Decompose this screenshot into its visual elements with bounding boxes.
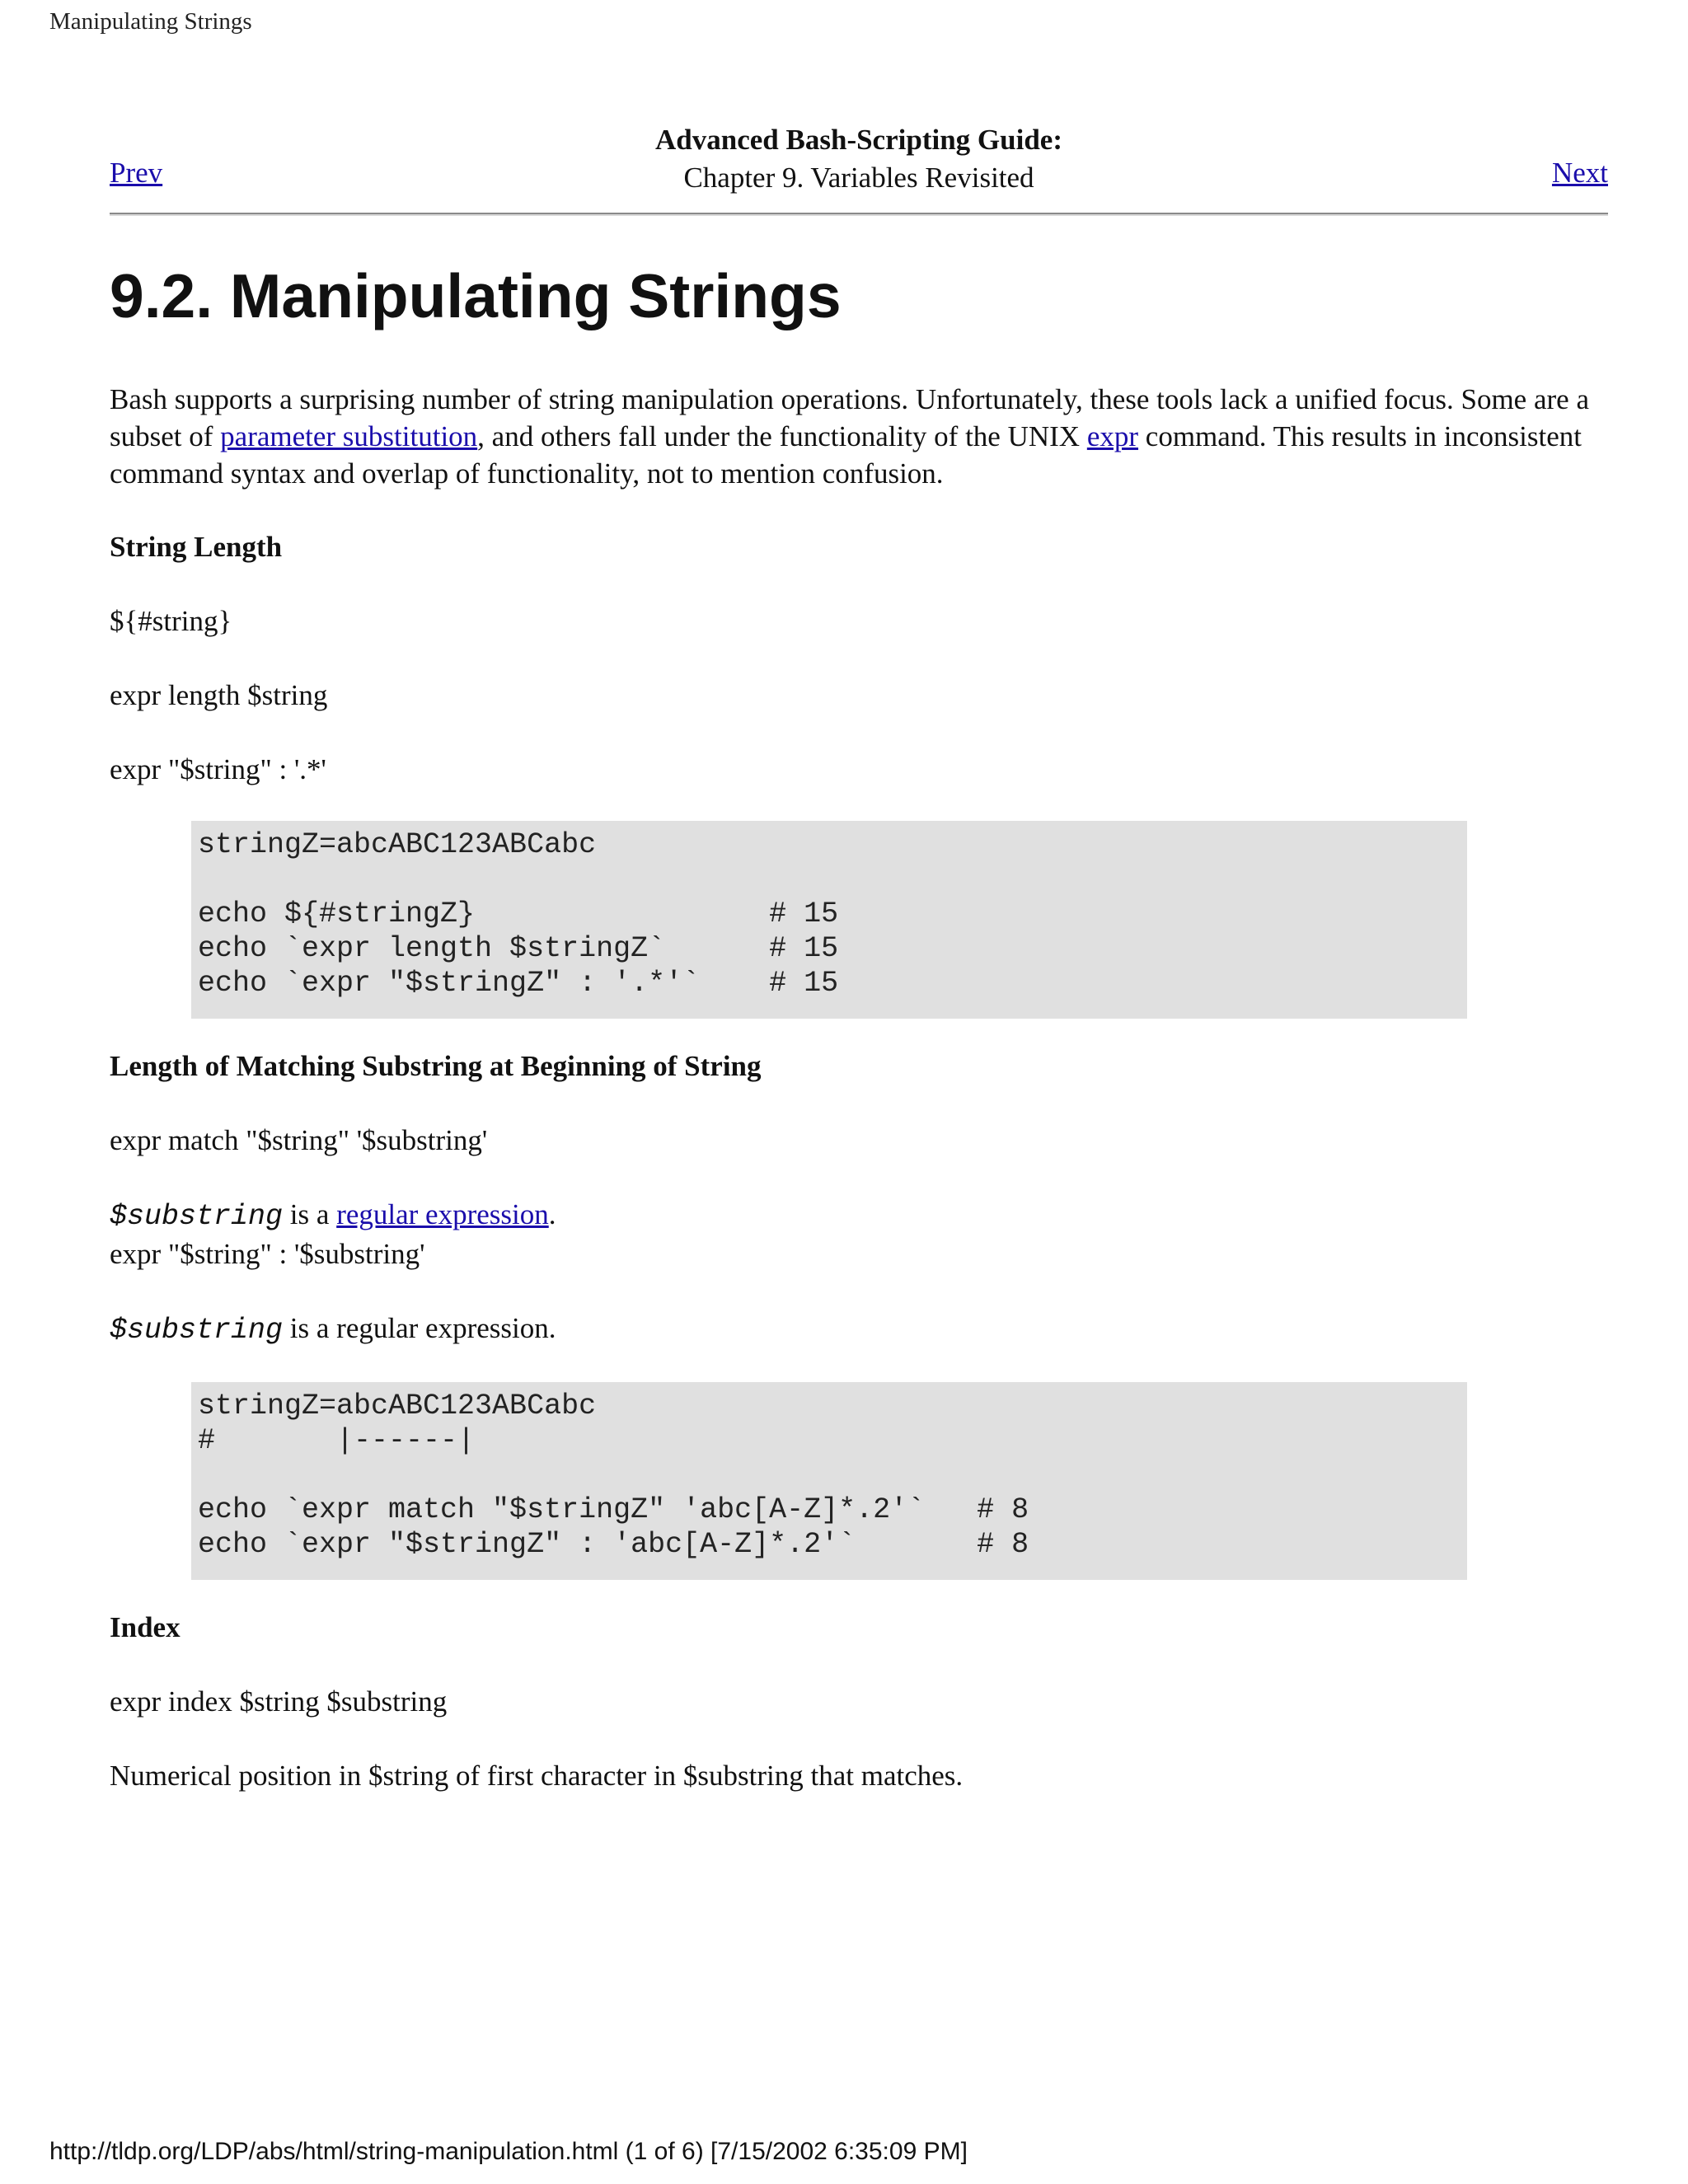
guide-title: Advanced Bash-Scripting Guide: <box>655 124 1062 156</box>
string-length-form-2: expr length $string <box>110 679 328 711</box>
note-1-end: . <box>548 1198 556 1230</box>
prev-link[interactable]: Prev <box>110 157 163 189</box>
footer-url: http://tldp.org/LDP/abs/html/string-manipulation.html (1 of 6) [7/15/2002 6:35:09 PM] <box>49 2138 968 2165</box>
parameter-substitution-link[interactable]: parameter substitution <box>220 420 478 452</box>
expr-link[interactable]: expr <box>1086 420 1139 452</box>
intro-text-1: Bash supports a surprising number of string manipulation operations. Unfortunately, these tools lack a unified focus. Some are a subset of <box>110 383 1589 452</box>
matching-substring-note-2 <box>110 1310 1608 1349</box>
note-2-text: is a regular expression. <box>283 1312 556 1344</box>
string-length-heading: String Length <box>110 531 283 563</box>
section-title: 9.2. Manipulating Strings <box>110 261 842 330</box>
header-divider <box>110 213 1608 216</box>
string-length-form-3: expr "$string" : '.*' <box>110 753 326 785</box>
matching-substring-heading: Length of Matching Substring at Beginning of String <box>110 1050 762 1082</box>
note-1-text: is a <box>283 1198 337 1230</box>
substring-variable: $substring <box>110 1200 284 1233</box>
matching-substring-code-block <box>191 1382 1467 1580</box>
chapter-title: Chapter 9. Variables Revisited <box>683 162 1034 194</box>
index-description: Numerical position in $string of first character in $substring that matches. <box>110 1760 964 1792</box>
substring-variable: $substring <box>110 1314 284 1347</box>
intro-paragraph <box>110 381 1608 492</box>
matching-substring-code: stringZ=abcABC123ABCabc # |------| echo `expr match "$stringZ" 'abc[A-Z]*.2'` # 8 echo `expr "$stringZ" : 'abc[A-Z]*.2'` # 8 <box>198 1390 1029 1561</box>
string-length-code: stringZ=abcABC123ABCabc echo ${#stringZ} # 15 echo `expr length $stringZ` # 15 echo `expr "$stringZ" : '.*'` # 15 <box>198 828 839 1000</box>
index-form: expr index $string $substring <box>110 1685 448 1718</box>
regular-expression-link[interactable]: regular expression <box>336 1198 549 1230</box>
string-length-code-block <box>191 821 1467 1019</box>
intro-text-3: command. This results in inconsistent command syntax and overlap of functionality, not to mention confusion. <box>110 420 1582 490</box>
next-link[interactable]: Next <box>1551 157 1608 189</box>
main-content <box>110 381 1608 1794</box>
matching-substring-form-2: expr "$string" : '$substring' <box>110 1238 425 1270</box>
page-header-title: Manipulating Strings <box>49 8 252 35</box>
navigation-header <box>110 122 1608 219</box>
matching-substring-note-1 <box>110 1196 1608 1235</box>
index-heading: Index <box>110 1611 181 1643</box>
intro-text-2: , and others fall under the functionality of the UNIX <box>477 420 1087 452</box>
string-length-form-1: ${#string} <box>110 605 232 637</box>
matching-substring-form-1: expr match "$string" '$substring' <box>110 1124 488 1156</box>
